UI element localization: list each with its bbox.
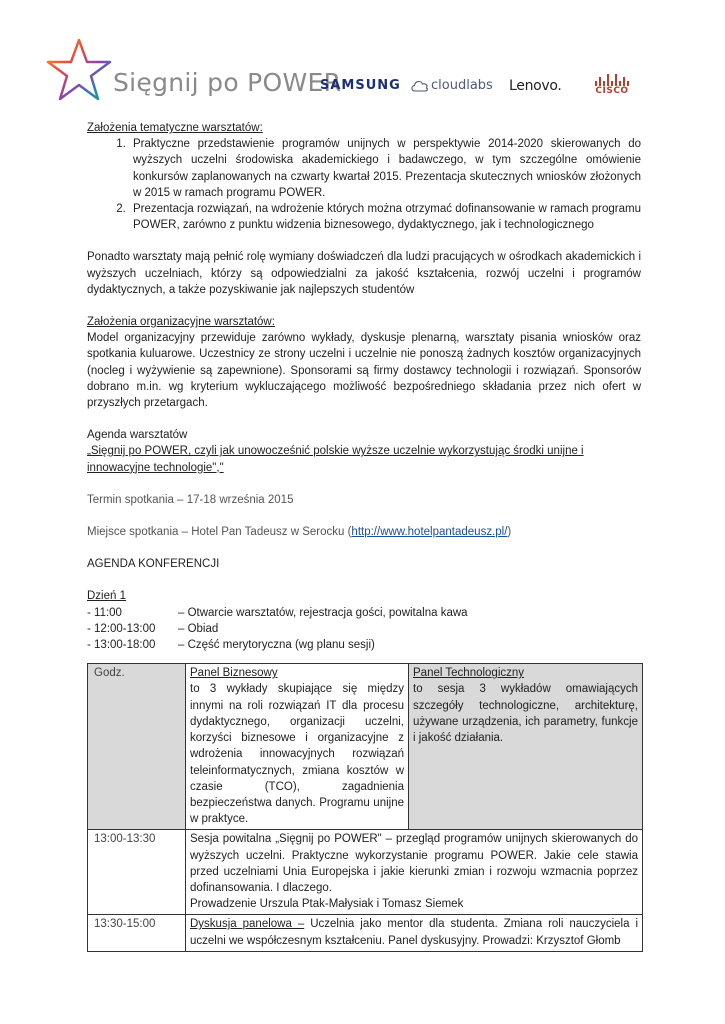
agenda-title: Agenda warsztatów [87,429,188,442]
paragraph-organizational: Model organizacyjny przewiduje zarówno wykłady, dyskusje plenarną, warsztaty pisania wniosków oraz spotkania kuluarowe. Uczestnicy ze strony uczelni i uczelnie nie ponoszą żadnych kosztów organizacyjnych (nocleg i wyżywienie są zapewnione). Sponsorami są firmy dostawcy technologii i rozwiązań. Sponsorów dobrano m.in. wg kryterium wykluczającego możliwość bezpośredniego składania przez nich ofert w przyszłych przetargach. [87,332,641,410]
cisco-bars-icon [594,72,630,86]
section-heading-organizational: Założenia organizacyjne warsztatów: [87,316,275,329]
section-heading-thematic: Założenia tematyczne warsztatów: [87,122,263,134]
day-heading: Dzień 1 [87,590,126,603]
list-item: 1. Praktyczne przedstawienie programów unijnych w perspektywie 2014-2020 skierowanych do wyższych uczelni środowiska akademickiego i badawczego, w tym szczególne omówienie konkursów zaplanowanych na czwarty kwartał 2015. Prezentacja skutecznych wniosków złożonych w 2015 w ramach programu POWER. [129,136,641,201]
cloud-icon [410,79,430,93]
agenda-row: - 13:00-18:00 – Część merytoryczna (wg planu sesji) [87,639,375,652]
panel-technology-cell: Panel Technologiczny to sesja 3 wykładów omawiających szczegóły technologiczne, architekturę, używane urządzenia, ich parametry, funkcje i jakość działania. [409,664,643,830]
session-welcome-cell: Sesja powitalna „Sięgnij po POWER" – przegląd programów unijnych skierowanych do wyższych uczelni. Praktyczne wykorzystanie programu POWER. Jakie cele stawia przed uczelniami Unia Europejska i jakie kierunki zmian i rozwoju wzmacnia poprzez dofinansowania. I dlaczego. Prowadzenie Urszula Ptak-Małysiak i Tomasz Siemek [186,830,643,915]
hotel-link[interactable]: http://www.hotelpantadeusz.pl/ [351,526,508,539]
cloudlabs-logo: cloudlabs [431,78,493,93]
paragraph-exchange: Ponadto warsztaty mają pełnić rolę wymiany doświadczeń dla ludzi pracujących w ośrodkach akademickich i wyższych uczelniach, którzy są odpowiedzialni za jakość kształcenia, rozwój uczelni i programów dydaktycznych, a także pozyskiwanie jak najlepszych studentów [87,251,641,296]
panel-business-cell: Panel Biznesowy to 3 wykłady skupiające się między innymi na roli rozwiązań IT dla procesu dydaktycznego, organizacji uczelni, korzyści biznesowe i organizacyjne z wdrożenia innowacyjnych rozwiązań teleinformatycznych, zmiana kosztów w czasie (TCO), zagadnienia bezpieczeństwa danych. Programu unijne w praktyce. [186,664,409,830]
thematic-list [87,136,641,233]
samsung-logo: SAMSUNG [320,78,401,93]
session-table [87,663,643,951]
star-logo-icon [46,38,112,102]
meeting-place: Miejsce spotkania – Hotel Pan Tadeusz w Serocku (http://www.hotelpantadeusz.pl/) [87,526,512,539]
brand-title: Sięgnij po POWER [113,68,342,97]
conference-heading: AGENDA KONFERENCJI [87,558,220,571]
table-row: 13:00-13:30 Sesja powitalna „Sięgnij po POWER" – przegląd programów unijnych skierowanych do wyższych uczelni. Praktyczne wykorzystanie programu POWER. Jakie cele stawia przed uczelniami Unia Europejska i jakie kierunki zmian i rozwoju wzmacnia poprzez dofinansowania. I dlaczego. Prowadzenie Urszula Ptak-Małysiak i Tomasz Siemek [88,830,643,915]
agenda-subtitle: „Sięgnij po POWER, czyli jak unowocześnić polskie wyższe uczelnie wykorzystując środki unijne i innowacyjne technologie"," [87,445,584,474]
lenovo-logo: Lenovo. [509,78,562,94]
table-row: 13:30-15:00 Dyskusja panelowa – Uczelnia jako mentor dla studenta. Zmiana roli nauczyciela i uczelni we współczesnym kształceniu. Panel dyskusyjny. Prowadzi: Krzysztof Głomb [88,915,643,951]
agenda-row: - 11:00 – Otwarcie warsztatów, rejestracja gości, powitalna kawa [87,606,468,619]
page-header [0,0,725,110]
list-item: 2. Prezentacja rozwiązań, na wdrożenie których można otrzymać dofinansowanie w ramach programu POWER, zarówno z punktu widzenia biznesowego, dydaktycznego, jak i technologicznego [129,201,641,233]
table-row [88,664,643,830]
agenda-row: - 12:00-13:00 – Obiad [87,622,219,635]
table-header-hour: Godz. [88,664,186,830]
document-body [87,120,641,952]
meeting-term: Termin spotkania – 17-18 września 2015 [87,493,294,506]
cisco-logo: CISCO [594,72,630,96]
panel-discussion-cell: Dyskusja panelowa – Uczelnia jako mentor dla studenta. Zmiana roli nauczyciela i uczelni we współczesnym kształceniu. Panel dyskusyjny. Prowadzi: Krzysztof Głomb [186,915,643,951]
